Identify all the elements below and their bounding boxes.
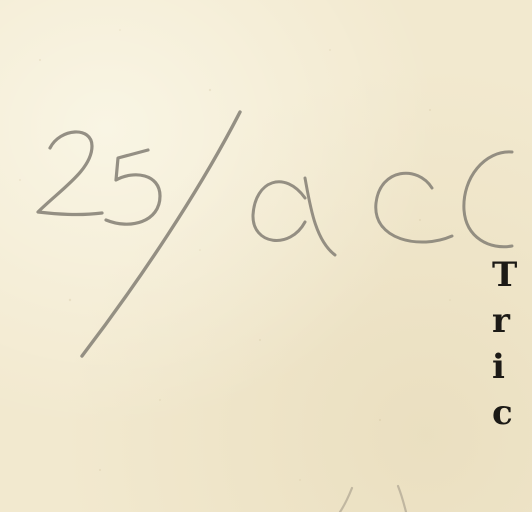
printed-letter-2: r xyxy=(492,301,510,341)
printed-letter-1: T xyxy=(492,255,518,295)
printed-letter-3: i xyxy=(492,347,505,387)
printed-letter-4: c xyxy=(492,393,513,433)
printed-text-column xyxy=(492,252,532,436)
